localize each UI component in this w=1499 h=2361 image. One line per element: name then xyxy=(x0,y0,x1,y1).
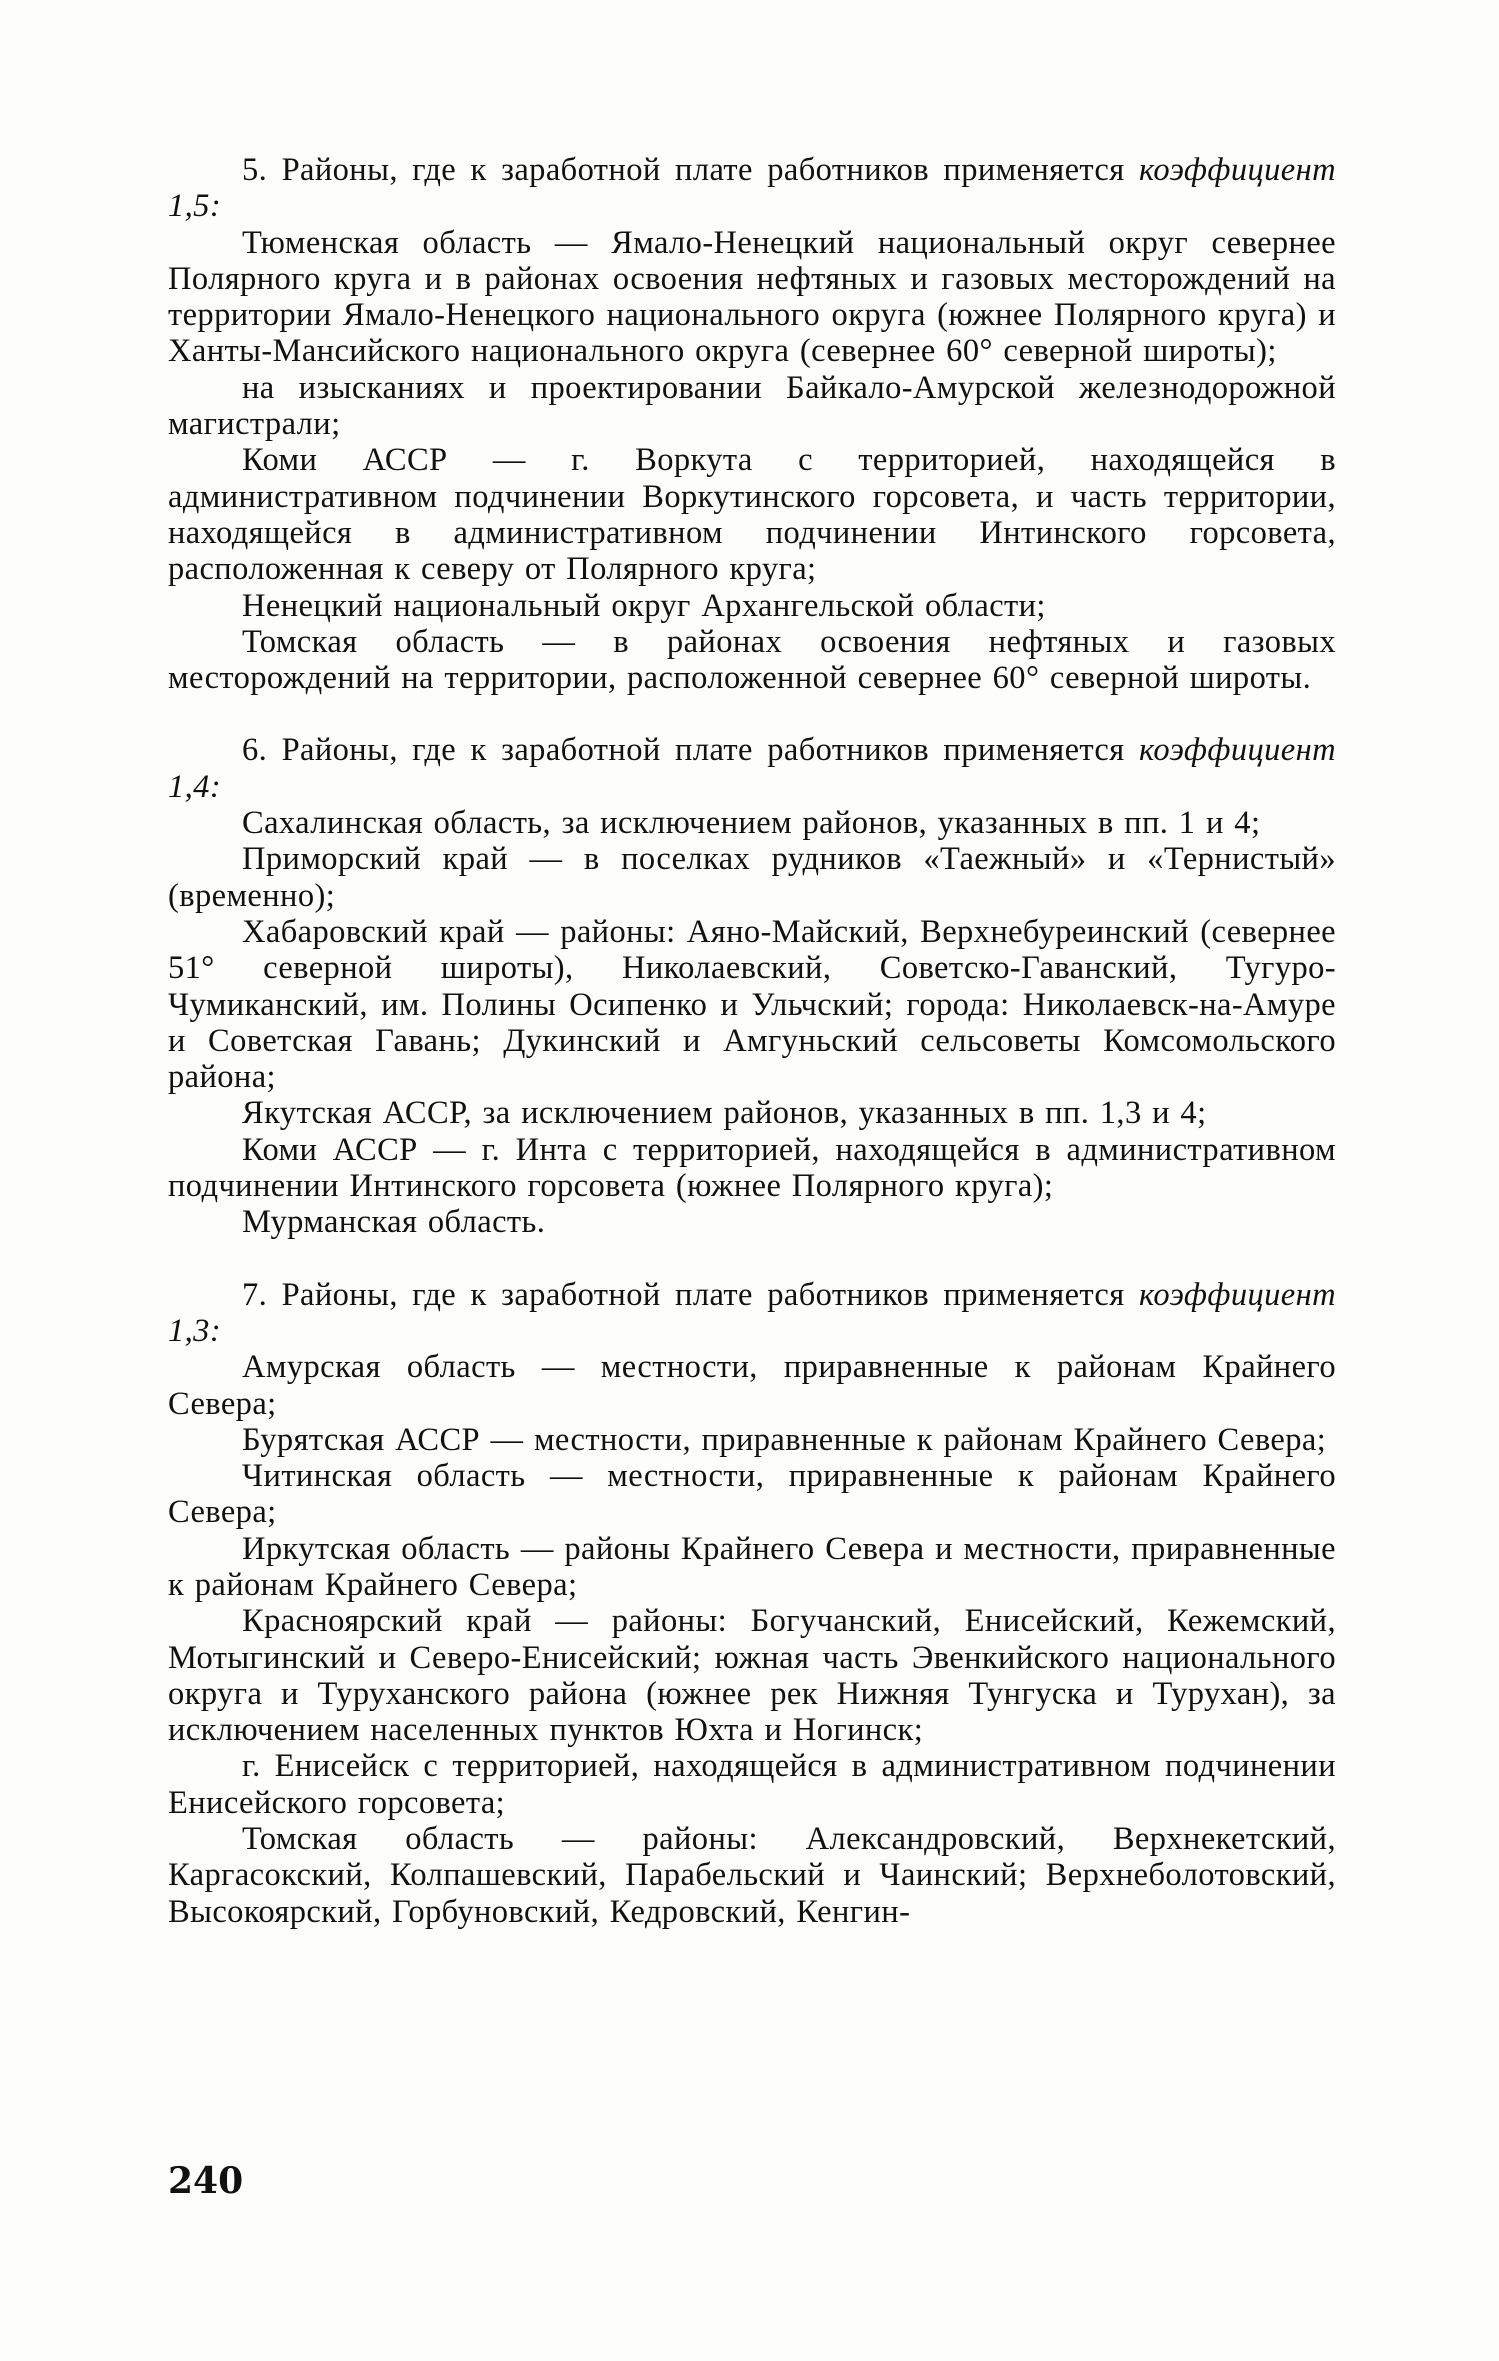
section-6 xyxy=(168,732,1336,1240)
section-intro: 7. Районы, где к заработной плате работников применяется xyxy=(242,1276,1125,1313)
coefficient-label: коэффициент 1,3: xyxy=(168,1276,1336,1349)
paragraph: Красноярский край — районы: Богучанский, Енисейский, Кежемский, Мотыгинский и Северо-Енисейский; южная часть Эвенкийского национального округа и Туруханского района (южнее рек Нижняя Тунгуска и Турухан), за исключением населенных пунктов Юхта и Ногинск; xyxy=(168,1603,1336,1749)
section-7 xyxy=(168,1277,1336,1930)
coefficient-label: коэффициент 1,4: xyxy=(168,732,1336,805)
paragraph: Тюменская область — Ямало-Ненецкий национальный округ севернее Полярного круга и в районах освоения нефтяных и газовых месторождений на территории Ямало-Ненецкого национального округа (южнее Полярного круга) и Ханты-Мансийского национального округа (севернее 60° северной широты); xyxy=(168,224,1336,370)
paragraph: Якутская АССР, за исключением районов, указанных в пп. 1,3 и 4; xyxy=(242,1095,1207,1132)
section-intro: 6. Районы, где к заработной плате работников применяется xyxy=(242,732,1125,769)
paragraph: Бурятская АССР — местности, приравненные к районам Крайнего Севера; xyxy=(242,1421,1327,1458)
section-heading xyxy=(168,732,1336,805)
paragraph: Сахалинская область, за исключением районов, указанных в пп. 1 и 4; xyxy=(242,805,1261,842)
paragraph: Томская область — в районах освоения нефтяных и газовых месторождений на территории, расположенной севернее 60° северной широты. xyxy=(168,623,1336,697)
page-number: 240 xyxy=(168,2160,244,2202)
paragraph: на изысканиях и проектировании Байкало-Амурской железнодорожной магистрали; xyxy=(168,369,1336,443)
paragraph: Амурская область — местности, приравненные к районам Крайнего Севера; xyxy=(168,1349,1336,1422)
paragraph: Коми АССР — г. Инта с территорией, находящейся в административном подчинении Интинского горсовета (южнее Полярного круга); xyxy=(168,1131,1336,1205)
section-heading xyxy=(168,152,1336,225)
paragraph: Ненецкий национальный округ Архангельской области; xyxy=(242,587,1046,624)
paragraph: г. Енисейск с территорией, находящейся в административном подчинении Енисейского горсовета; xyxy=(168,1748,1336,1821)
paragraph: Мурманская область. xyxy=(242,1204,546,1241)
page-text xyxy=(168,152,1336,1966)
paragraph: Читинская область — местности, приравненные к районам Крайнего Севера; xyxy=(168,1458,1336,1531)
paragraph: Коми АССР — г. Воркута с территорией, находящейся в административном подчинении Воркутинского горсовета, и часть территории, находящейся в административном подчинении Интинского горсовета, расположенная к северу от Полярного круга; xyxy=(168,442,1336,588)
section-intro: 5. Районы, где к заработной плате работников применяется xyxy=(242,152,1125,188)
paragraph: Томская область — районы: Александровский, Верхнекетский, Каргасокский, Колпашевский, Парабельский и Чаинский; Верхнеболотовский, Высокоярский, Горбуновский, Кедровский, Кенгин- xyxy=(168,1821,1336,1930)
section-5 xyxy=(168,152,1336,696)
paragraph: Иркутская область — районы Крайнего Севера и местности, приравненные к районам Крайнего Севера; xyxy=(168,1530,1336,1603)
paragraph: Хабаровский край — районы: Аяно-Майский, Верхнебуреинский (севернее 51° северной широты), Николаевский, Советско-Гаванский, Тугуро-Чумиканский, им. Полины Осипенко и Ульчский; города: Николаевск-на-Амуре и Советская Гавань; Дукинский и Амгуньский сельсоветы Комсомольского района; xyxy=(168,913,1336,1096)
coefficient-label: коэффициент 1,5: xyxy=(168,152,1336,225)
section-heading xyxy=(168,1277,1336,1350)
paragraph: Приморский край — в поселках рудников «Таежный» и «Тернистый» (временно); xyxy=(168,841,1336,914)
